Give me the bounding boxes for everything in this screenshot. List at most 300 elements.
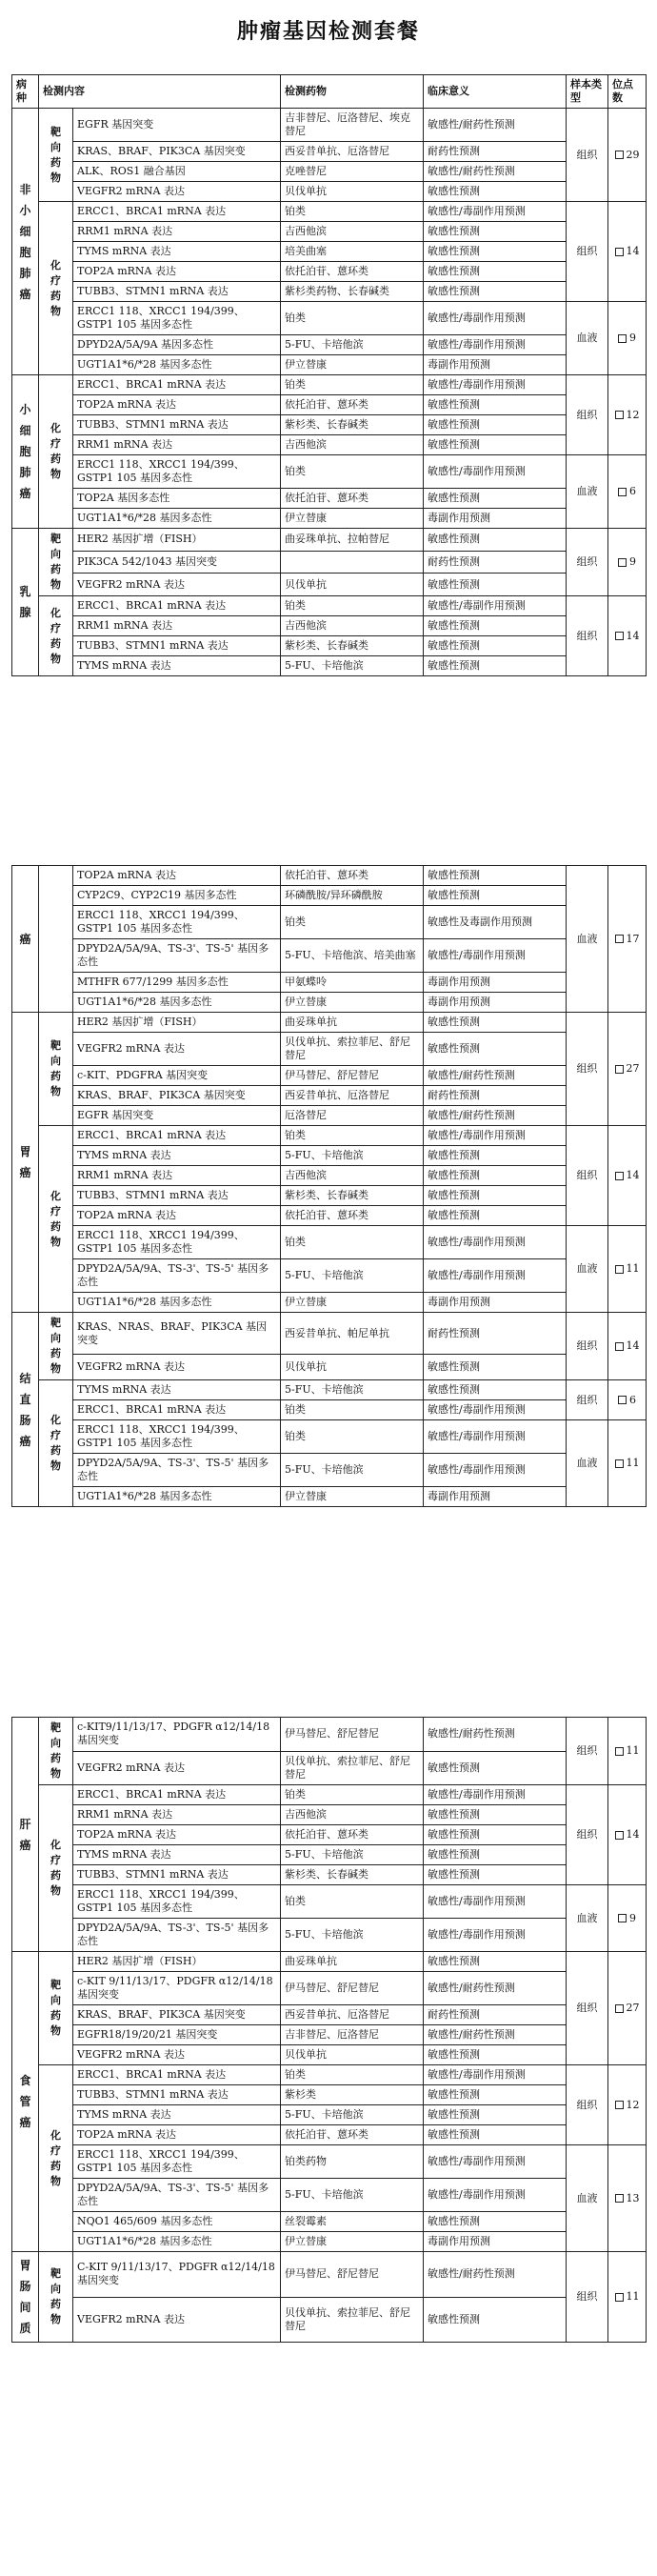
clinical-significance-cell: 耐药性预测 <box>424 142 567 162</box>
drug-cell: 伊立替康 <box>281 509 424 529</box>
drug-cell: 铂类 <box>281 375 424 395</box>
checkbox-icon <box>615 411 624 419</box>
clinical-significance-cell: 敏感性预测 <box>424 1805 567 1825</box>
checkbox-icon <box>615 1265 624 1274</box>
table-row <box>12 455 647 489</box>
drug-category-cell: 靶 向 药 物 <box>39 1013 73 1126</box>
clinical-significance-cell: 毒副作用预测 <box>424 993 567 1013</box>
drug-category-cell <box>39 866 73 1013</box>
clinical-significance-cell: 敏感性预测 <box>424 282 567 302</box>
page-title: 肿瘤基因检测套餐 <box>236 19 420 44</box>
test-content-cell: KRAS、BRAF、PIK3CA 基因突变 <box>73 2005 281 2025</box>
table-row <box>12 1259 647 1293</box>
clinical-significance-cell: 毒副作用预测 <box>424 509 567 529</box>
table-row <box>12 395 647 415</box>
sample-type-cell: 组织 <box>567 1785 608 1885</box>
test-content-cell: VEGFR2 mRNA 表达 <box>73 574 281 596</box>
sample-type-cell: 组织 <box>567 2252 608 2343</box>
clinical-significance-cell: 敏感性预测 <box>424 1013 567 1033</box>
table-row <box>12 1785 647 1805</box>
drug-cell: 西妥昔单抗、厄洛替尼 <box>281 1086 424 1106</box>
table-row <box>12 302 647 335</box>
clinical-significance-cell: 敏感性预测 <box>424 1355 567 1380</box>
checkbox-icon <box>615 1831 624 1840</box>
sample-type-cell: 组织 <box>567 1126 608 1226</box>
test-content-cell: TOP2A 基因多态性 <box>73 489 281 509</box>
drug-cell: 铂类 <box>281 1126 424 1146</box>
clinical-significance-cell: 耐药性预测 <box>424 1313 567 1355</box>
header-site-count: 位点数 <box>608 75 647 109</box>
clinical-significance-cell: 敏感性/毒副作用预测 <box>424 1785 567 1805</box>
drug-category-cell: 化 疗 药 物 <box>39 375 73 529</box>
test-content-cell: ERCC1 118、XRCC1 194/399、GSTP1 105 基因多态性 <box>73 2145 281 2179</box>
clinical-significance-cell: 毒副作用预测 <box>424 973 567 993</box>
test-content-cell: UGT1A1*6/*28 基因多态性 <box>73 509 281 529</box>
drug-cell: 依托泊苷、蒽环类 <box>281 1825 424 1845</box>
test-content-cell: ERCC1、BRCA1 mRNA 表达 <box>73 1400 281 1420</box>
test-content-cell: UGT1A1*6/*28 基因多态性 <box>73 993 281 1013</box>
drug-cell: 厄洛替尼 <box>281 1106 424 1126</box>
checkbox-icon <box>615 151 624 159</box>
test-content-cell: TOP2A mRNA 表达 <box>73 395 281 415</box>
site-count-cell: 11 <box>608 2252 647 2343</box>
table-row <box>12 1293 647 1313</box>
drug-cell: 伊立替康 <box>281 993 424 1013</box>
table-row <box>12 1086 647 1106</box>
drug-cell: 依托泊苷、蒽环类 <box>281 2125 424 2145</box>
clinical-significance-cell: 敏感性及毒副作用预测 <box>424 906 567 939</box>
site-count-cell: 9 <box>608 529 647 596</box>
checkbox-icon <box>615 2101 624 2109</box>
drug-category-cell: 化 疗 药 物 <box>39 2065 73 2252</box>
sample-type-cell: 组织 <box>567 375 608 455</box>
drug-cell: 伊马替尼、舒尼替尼 <box>281 1066 424 1086</box>
sample-type-cell: 血液 <box>567 1885 608 1952</box>
drug-cell: 贝伐单抗 <box>281 574 424 596</box>
drug-cell: 5-FU、卡培他滨 <box>281 1146 424 1166</box>
clinical-significance-cell: 敏感性预测 <box>424 242 567 262</box>
clinical-significance-cell: 毒副作用预测 <box>424 1487 567 1507</box>
clinical-significance-cell: 敏感性预测 <box>424 1206 567 1226</box>
drug-cell: 紫杉类、长春碱类 <box>281 636 424 656</box>
table-row <box>12 2105 647 2125</box>
table-row <box>12 1106 647 1126</box>
drug-cell: 伊马替尼、舒尼替尼 <box>281 1972 424 2005</box>
table-row <box>12 335 647 355</box>
checkbox-icon <box>615 632 624 640</box>
test-content-cell: ERCC1 118、XRCC1 194/399、GSTP1 105 基因多态性 <box>73 302 281 335</box>
test-content-cell: C-KIT 9/11/13/17、PDGFR α12/14/18 基因突变 <box>73 2252 281 2298</box>
table-row <box>12 2297 647 2343</box>
clinical-significance-cell: 敏感性预测 <box>424 489 567 509</box>
test-content-cell: HER2 基因扩增（FISH） <box>73 1952 281 1972</box>
checkbox-icon <box>615 1065 624 1074</box>
table-row <box>12 906 647 939</box>
site-count-cell: 9 <box>608 302 647 375</box>
drug-category-cell: 化 疗 药 物 <box>39 1380 73 1507</box>
drug-cell: 西妥昔单抗、厄洛替尼 <box>281 142 424 162</box>
table-row <box>12 222 647 242</box>
drug-cell: 曲妥珠单抗 <box>281 1013 424 1033</box>
sample-type-cell: 组织 <box>567 2065 608 2145</box>
cancer-type-cell: 小 细 胞 肺 癌 <box>12 375 39 529</box>
table-row <box>12 1972 647 2005</box>
table-row <box>12 1885 647 1919</box>
test-content-cell: ERCC1、BRCA1 mRNA 表达 <box>73 375 281 395</box>
table-row <box>12 182 647 202</box>
test-content-cell: VEGFR2 mRNA 表达 <box>73 182 281 202</box>
clinical-significance-cell: 敏感性预测 <box>424 2045 567 2065</box>
drug-cell: 紫杉类、长春碱类 <box>281 415 424 435</box>
table-row <box>12 656 647 676</box>
checkbox-icon <box>615 248 624 256</box>
table-row <box>12 1013 647 1033</box>
drug-cell: 紫杉类 <box>281 2085 424 2105</box>
table-row <box>12 415 647 435</box>
test-content-cell: VEGFR2 mRNA 表达 <box>73 1355 281 1380</box>
clinical-significance-cell: 敏感性/毒副作用预测 <box>424 455 567 489</box>
site-count-cell: 6 <box>608 455 647 529</box>
clinical-significance-cell: 敏感性/毒副作用预测 <box>424 2179 567 2212</box>
test-content-cell: ERCC1 118、XRCC1 194/399、GSTP1 105 基因多态性 <box>73 1226 281 1259</box>
clinical-significance-cell: 敏感性/毒副作用预测 <box>424 335 567 355</box>
clinical-significance-cell: 敏感性预测 <box>424 1952 567 1972</box>
clinical-significance-cell: 敏感性预测 <box>424 2212 567 2232</box>
test-content-cell: EGFR18/19/20/21 基因突变 <box>73 2025 281 2045</box>
table-row <box>12 1033 647 1066</box>
sample-type-cell: 组织 <box>567 596 608 676</box>
test-content-cell: UGT1A1*6/*28 基因多态性 <box>73 2232 281 2252</box>
table-row <box>12 1226 647 1259</box>
drug-cell: 贝伐单抗 <box>281 2045 424 2065</box>
clinical-significance-cell: 敏感性/毒副作用预测 <box>424 202 567 222</box>
site-count-cell: 14 <box>608 1785 647 1885</box>
clinical-significance-cell: 敏感性预测 <box>424 222 567 242</box>
site-count-cell: 6 <box>608 1380 647 1420</box>
drug-cell: 铂类 <box>281 1420 424 1454</box>
drug-cell: 铂类 <box>281 1226 424 1259</box>
clinical-significance-cell: 敏感性/毒副作用预测 <box>424 1420 567 1454</box>
table-row <box>12 242 647 262</box>
site-count-cell: 14 <box>608 202 647 302</box>
clinical-significance-cell: 敏感性/毒副作用预测 <box>424 1126 567 1146</box>
table-row <box>12 489 647 509</box>
sample-type-cell: 组织 <box>567 1013 608 1126</box>
sample-type-cell: 组织 <box>567 1718 608 1785</box>
checkbox-icon <box>615 935 624 943</box>
test-content-cell: c-KIT、PDGFRA 基因突变 <box>73 1066 281 1086</box>
test-content-cell: ERCC1、BRCA1 mRNA 表达 <box>73 202 281 222</box>
test-content-cell: RRM1 mRNA 表达 <box>73 1805 281 1825</box>
table-row <box>12 1845 647 1865</box>
checkbox-icon <box>618 488 627 496</box>
table-row <box>12 2125 647 2145</box>
table-row <box>12 1066 647 1086</box>
drug-cell: 甲氨蝶呤 <box>281 973 424 993</box>
table-row <box>12 1454 647 1487</box>
clinical-significance-cell: 敏感性/毒副作用预测 <box>424 375 567 395</box>
clinical-significance-cell: 敏感性/耐药性预测 <box>424 162 567 182</box>
header-test-content: 检测内容 <box>39 75 281 109</box>
test-content-cell: VEGFR2 mRNA 表达 <box>73 1033 281 1066</box>
drug-cell: 依托泊苷、蒽环类 <box>281 262 424 282</box>
clinical-significance-cell: 敏感性预测 <box>424 395 567 415</box>
table-row <box>12 2212 647 2232</box>
table-row <box>12 1420 647 1454</box>
drug-cell: 伊立替康 <box>281 1293 424 1313</box>
clinical-significance-cell: 敏感性/耐药性预测 <box>424 1106 567 1126</box>
site-count-cell: 27 <box>608 1952 647 2065</box>
drug-cell: 伊立替康 <box>281 2232 424 2252</box>
table-row <box>12 435 647 455</box>
table-row <box>12 574 647 596</box>
drug-cell: 西妥昔单抗、厄洛替尼 <box>281 2005 424 2025</box>
clinical-significance-cell: 敏感性预测 <box>424 2125 567 2145</box>
drug-category-cell: 靶 向 药 物 <box>39 529 73 596</box>
clinical-significance-cell: 敏感性预测 <box>424 1845 567 1865</box>
site-count-cell: 9 <box>608 1885 647 1952</box>
drug-cell: 5-FU、卡培他滨 <box>281 656 424 676</box>
test-content-cell: VEGFR2 mRNA 表达 <box>73 2297 281 2343</box>
clinical-significance-cell: 敏感性预测 <box>424 529 567 552</box>
drug-cell: 5-FU、卡培他滨 <box>281 1454 424 1487</box>
drug-cell: 依托泊苷、蒽环类 <box>281 866 424 886</box>
test-content-cell: NQO1 465/609 基因多态性 <box>73 2212 281 2232</box>
cancer-type-cell: 非 小 细 胞 肺 癌 <box>12 109 39 375</box>
drug-cell: 贝伐单抗、索拉菲尼、舒尼替尼 <box>281 1751 424 1785</box>
sample-type-cell: 组织 <box>567 1380 608 1420</box>
clinical-significance-cell: 敏感性预测 <box>424 574 567 596</box>
clinical-significance-cell: 敏感性/耐药性预测 <box>424 1066 567 1086</box>
test-content-cell: TYMS mRNA 表达 <box>73 1380 281 1400</box>
clinical-significance-cell: 敏感性/毒副作用预测 <box>424 1400 567 1420</box>
drug-cell: 铂类 <box>281 906 424 939</box>
test-content-cell: DPYD2A/5A/9A、TS-3'、TS-5' 基因多态性 <box>73 1919 281 1952</box>
clinical-significance-cell: 敏感性预测 <box>424 1186 567 1206</box>
test-table-part-1 <box>11 74 647 676</box>
table-row <box>12 1805 647 1825</box>
sample-type-cell: 血液 <box>567 866 608 1013</box>
test-table-part-2 <box>11 865 647 1507</box>
drug-category-cell: 化 疗 药 物 <box>39 596 73 676</box>
test-content-cell: UGT1A1*6/*28 基因多态性 <box>73 1293 281 1313</box>
test-content-cell: HER2 基因扩增（FISH） <box>73 529 281 552</box>
table-row <box>12 596 647 616</box>
drug-cell: 5-FU、卡培他滨 <box>281 2105 424 2125</box>
site-count-cell: 11 <box>608 1718 647 1785</box>
sample-type-cell: 组织 <box>567 1313 608 1380</box>
clinical-significance-cell: 敏感性预测 <box>424 2297 567 2343</box>
cancer-type-cell: 结 直 肠 癌 <box>12 1313 39 1507</box>
test-content-cell: TUBB3、STMN1 mRNA 表达 <box>73 282 281 302</box>
table-row <box>12 2065 647 2085</box>
table-row <box>12 2145 647 2179</box>
test-content-cell: RRM1 mRNA 表达 <box>73 1166 281 1186</box>
table-row <box>12 109 647 142</box>
test-content-cell: ERCC1 118、XRCC1 194/399、GSTP1 105 基因多态性 <box>73 906 281 939</box>
drug-cell: 贝伐单抗 <box>281 1355 424 1380</box>
test-content-cell: UGT1A1*6/*28 基因多态性 <box>73 355 281 375</box>
cancer-type-cell: 胃 肠 间 质 <box>12 2252 39 2343</box>
drug-cell: 5-FU、卡培他滨 <box>281 1845 424 1865</box>
table-row <box>12 939 647 973</box>
site-count-cell: 17 <box>608 866 647 1013</box>
test-content-cell: DPYD2A/5A/9A、TS-3'、TS-5' 基因多态性 <box>73 2179 281 2212</box>
header-cancer-type: 病种 <box>12 75 39 109</box>
drug-cell: 5-FU、卡培他滨 <box>281 1259 424 1293</box>
test-content-cell: TUBB3、STMN1 mRNA 表达 <box>73 2085 281 2105</box>
table-row <box>12 2005 647 2025</box>
clinical-significance-cell: 敏感性预测 <box>424 1825 567 1845</box>
table-row <box>12 1355 647 1380</box>
test-content-cell: TYMS mRNA 表达 <box>73 1146 281 1166</box>
clinical-significance-cell: 毒副作用预测 <box>424 1293 567 1313</box>
table-row <box>12 1146 647 1166</box>
table-row <box>12 2232 647 2252</box>
clinical-significance-cell: 敏感性/耐药性预测 <box>424 2252 567 2298</box>
test-content-cell: EGFR 基因突变 <box>73 1106 281 1126</box>
drug-cell: 5-FU、卡培他滨、培美曲塞 <box>281 939 424 973</box>
drug-cell: 铂类 <box>281 596 424 616</box>
clinical-significance-cell: 耐药性预测 <box>424 551 567 574</box>
drug-cell: 培美曲塞 <box>281 242 424 262</box>
drug-cell: 铂类 <box>281 2065 424 2085</box>
clinical-significance-cell: 毒副作用预测 <box>424 2232 567 2252</box>
checkbox-icon <box>615 1747 624 1756</box>
test-table-part-3 <box>11 1717 647 2343</box>
drug-cell: 依托泊苷、蒽环类 <box>281 395 424 415</box>
clinical-significance-cell: 敏感性预测 <box>424 1146 567 1166</box>
header-clinical-significance: 临床意义 <box>424 75 567 109</box>
drug-category-cell: 靶 向 药 物 <box>39 1718 73 1785</box>
clinical-significance-cell: 敏感性预测 <box>424 886 567 906</box>
table-row <box>12 2045 647 2065</box>
sample-type-cell: 组织 <box>567 529 608 596</box>
test-content-cell: RRM1 mRNA 表达 <box>73 222 281 242</box>
table-row <box>12 375 647 395</box>
site-count-cell: 12 <box>608 2065 647 2145</box>
table-row <box>12 1919 647 1952</box>
clinical-significance-cell: 敏感性预测 <box>424 1033 567 1066</box>
drug-cell: 依托泊苷、蒽环类 <box>281 1206 424 1226</box>
test-content-cell: c-KIT 9/11/13/17、PDGFR α12/14/18 基因突变 <box>73 1972 281 2005</box>
table-row <box>12 1206 647 1226</box>
clinical-significance-cell: 敏感性预测 <box>424 1380 567 1400</box>
clinical-significance-cell: 敏感性预测 <box>424 866 567 886</box>
table-row <box>12 1126 647 1146</box>
site-count-cell: 14 <box>608 596 647 676</box>
clinical-significance-cell: 毒副作用预测 <box>424 355 567 375</box>
drug-cell: 紫杉类、长春碱类 <box>281 1186 424 1206</box>
cancer-type-cell: 食 管 癌 <box>12 1952 39 2252</box>
test-content-cell: TOP2A mRNA 表达 <box>73 2125 281 2145</box>
test-content-cell: ERCC1、BRCA1 mRNA 表达 <box>73 2065 281 2085</box>
table-header-row <box>12 75 647 109</box>
clinical-significance-cell: 敏感性预测 <box>424 636 567 656</box>
test-content-cell: RRM1 mRNA 表达 <box>73 616 281 636</box>
test-content-cell: KRAS、NRAS、BRAF、PIK3CA 基因突变 <box>73 1313 281 1355</box>
drug-cell: 吉西他滨 <box>281 616 424 636</box>
drug-cell: 铂类 <box>281 1400 424 1420</box>
table-row <box>12 2252 647 2298</box>
sample-type-cell: 血液 <box>567 2145 608 2252</box>
drug-cell: 铂类 <box>281 455 424 489</box>
clinical-significance-cell: 敏感性/耐药性预测 <box>424 1718 567 1752</box>
test-content-cell: DPYD2A/5A/9A、TS-3'、TS-5' 基因多态性 <box>73 939 281 973</box>
test-content-cell: VEGFR2 mRNA 表达 <box>73 1751 281 1785</box>
drug-cell: 吉西他滨 <box>281 1166 424 1186</box>
table-row <box>12 2179 647 2212</box>
checkbox-icon <box>615 1342 624 1351</box>
drug-category-cell: 化 疗 药 物 <box>39 202 73 375</box>
table-row <box>12 1825 647 1845</box>
test-content-cell: TOP2A mRNA 表达 <box>73 866 281 886</box>
clinical-significance-cell: 敏感性/毒副作用预测 <box>424 939 567 973</box>
drug-cell: 依托泊苷、蒽环类 <box>281 489 424 509</box>
drug-cell: 吉西他滨 <box>281 1805 424 1825</box>
site-count-cell: 13 <box>608 2145 647 2252</box>
table-row <box>12 2085 647 2105</box>
checkbox-icon <box>618 1396 627 1404</box>
drug-category-cell: 靶 向 药 物 <box>39 109 73 202</box>
table-row <box>12 1166 647 1186</box>
cancer-type-cell: 癌 <box>12 866 39 1013</box>
checkbox-icon <box>615 1172 624 1180</box>
test-content-cell: TOP2A mRNA 表达 <box>73 262 281 282</box>
site-count-cell: 11 <box>608 1420 647 1507</box>
clinical-significance-cell: 敏感性预测 <box>424 2105 567 2125</box>
table-row <box>12 355 647 375</box>
table-row <box>12 162 647 182</box>
drug-cell: 西妥昔单抗、帕尼单抗 <box>281 1313 424 1355</box>
table-row <box>12 529 647 552</box>
test-content-cell: TYMS mRNA 表达 <box>73 2105 281 2125</box>
clinical-significance-cell: 敏感性/耐药性预测 <box>424 109 567 142</box>
test-content-cell: KRAS、BRAF、PIK3CA 基因突变 <box>73 142 281 162</box>
drug-cell: 5-FU、卡培他滨 <box>281 1919 424 1952</box>
test-content-cell: ERCC1 118、XRCC1 194/399、GSTP1 105 基因多态性 <box>73 1885 281 1919</box>
sample-type-cell: 血液 <box>567 1226 608 1313</box>
sample-type-cell: 血液 <box>567 302 608 375</box>
table-row <box>12 1380 647 1400</box>
drug-cell: 曲妥珠单抗、拉帕替尼 <box>281 529 424 552</box>
drug-cell: 铂类 <box>281 1885 424 1919</box>
test-content-cell: UGT1A1*6/*28 基因多态性 <box>73 1487 281 1507</box>
clinical-significance-cell: 敏感性/耐药性预测 <box>424 2025 567 2045</box>
checkbox-icon <box>615 1459 624 1468</box>
site-count-cell: 11 <box>608 1226 647 1313</box>
drug-cell: 伊马替尼、舒尼替尼 <box>281 1718 424 1752</box>
clinical-significance-cell: 敏感性预测 <box>424 1865 567 1885</box>
test-content-cell: TUBB3、STMN1 mRNA 表达 <box>73 636 281 656</box>
table-row <box>12 1313 647 1355</box>
table-row <box>12 551 647 574</box>
clinical-significance-cell: 耐药性预测 <box>424 2005 567 2025</box>
site-count-cell: 14 <box>608 1313 647 1380</box>
test-content-cell: ALK、ROS1 融合基因 <box>73 162 281 182</box>
test-content-cell: TYMS mRNA 表达 <box>73 656 281 676</box>
checkbox-icon <box>615 2293 624 2302</box>
table-row <box>12 1400 647 1420</box>
test-content-cell: TUBB3、STMN1 mRNA 表达 <box>73 415 281 435</box>
test-content-cell: KRAS、BRAF、PIK3CA 基因突变 <box>73 1086 281 1106</box>
table-row <box>12 993 647 1013</box>
drug-cell: 5-FU、卡培他滨 <box>281 2179 424 2212</box>
table-row <box>12 2025 647 2045</box>
cancer-type-cell: 胃 癌 <box>12 1013 39 1313</box>
test-content-cell: c-KIT9/11/13/17、PDGFR α12/14/18 基因突变 <box>73 1718 281 1752</box>
sample-type-cell: 血液 <box>567 455 608 529</box>
